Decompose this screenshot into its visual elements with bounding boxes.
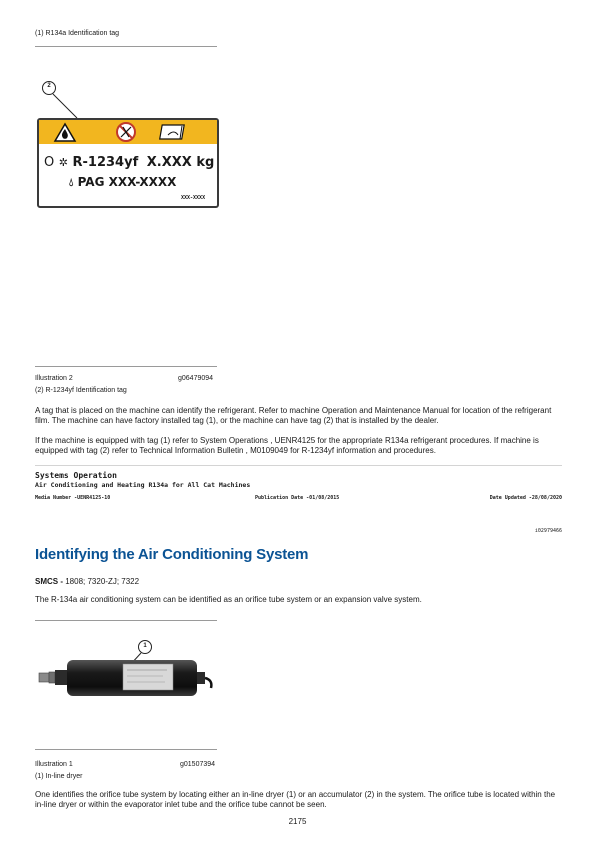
doc-title: Air Conditioning and Heating R134a for All Cat Machines — [35, 481, 251, 489]
tag-refrigerant: R-1234yf — [72, 155, 139, 170]
illustration-label: Illustration 1 — [35, 761, 73, 768]
media-number: Media Number -UENR4125-10 — [35, 495, 111, 501]
paragraph: One identifies the orifice tube system by locating either an in-line dryer (1) or an accumulator (2) in the system. The orifice tube is located within the in-line dryer or within the evaporator inlet tube and the orifice tube cannot be seen. — [35, 790, 556, 809]
doc-type: Systems Operation — [35, 471, 117, 480]
divider — [35, 749, 217, 750]
publication-date: Publication Date -01/08/2015 — [255, 495, 340, 501]
section-title: Identifying the Air Conditioning System — [35, 546, 309, 563]
callout-number: 2 — [47, 83, 51, 89]
illustration-id: g01507394 — [180, 761, 216, 768]
page-number: 2175 — [288, 817, 307, 826]
divider — [35, 46, 217, 47]
illustration-label: Illustration 2 — [35, 375, 73, 382]
illustration-id: g06479094 — [178, 375, 214, 382]
smcs-codes: 1808; 7320-ZJ; 7322 — [65, 577, 140, 586]
inline-dryer-illustration — [35, 632, 220, 712]
flake-icon: ✲ — [58, 156, 68, 169]
oil-drop-icon: 💧︎ — [69, 176, 74, 189]
paragraph: The R-134a air conditioning system can be identified as an orifice tube system or an expansion valve system. — [35, 595, 422, 604]
divider — [35, 366, 217, 367]
reference-id: i02979466 — [534, 528, 562, 534]
illustration-caption: (1) In-line dryer — [35, 773, 83, 780]
ring-icon: O — [44, 155, 55, 170]
divider — [35, 620, 217, 621]
smcs-line — [35, 577, 139, 587]
paragraph: A tag that is placed on the machine can identify the refrigerant. Refer to machine Operation and Maintenance Manual for location of the refrigerant film. The machine can have factory installed tag (1), or the machine can have tag (2) that is installed by the dealer. — [35, 406, 552, 425]
top-caption: (1) R134a Identification tag — [35, 30, 120, 37]
illustration-caption: (2) R-1234yf Identification tag — [35, 387, 127, 394]
paragraph: If the machine is equipped with tag (1) refer to System Operations , UENR4125 for the appropriate R134a refrigerant procedures. If machine is equipped with tag (2) refer to Technical Information Bulletin , M0109049 for R-1234yf information and procedures. — [35, 436, 539, 455]
divider — [35, 465, 562, 466]
callout-number: 1 — [143, 643, 147, 649]
r1234yf-tag-illustration — [35, 75, 225, 215]
smcs-label: SMCS - — [35, 577, 66, 586]
date-updated: Date Updated -28/08/2020 — [489, 495, 562, 501]
tag-charge: X.XXX kg — [146, 155, 215, 170]
tag-oil: PAG XXX-XXXX — [77, 175, 177, 189]
tag-code: XXX-XXXX — [181, 195, 206, 201]
